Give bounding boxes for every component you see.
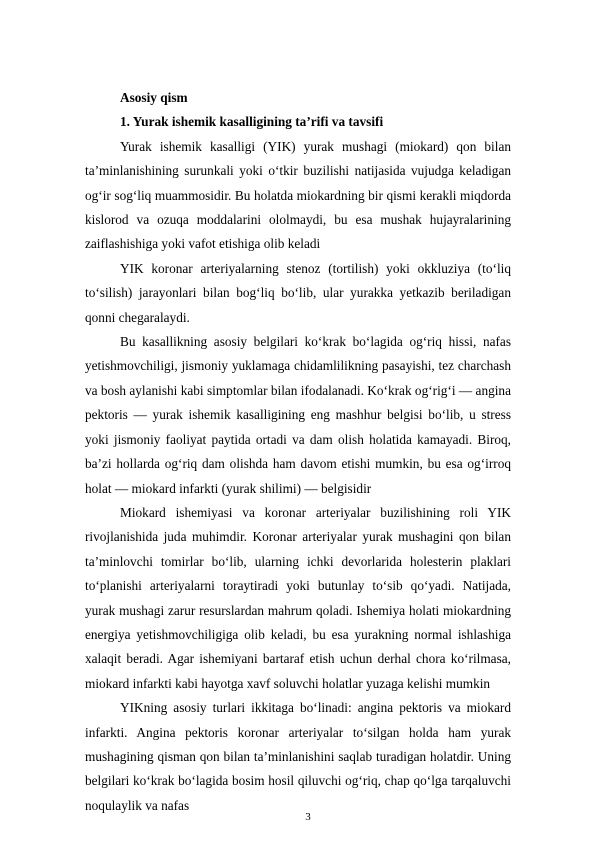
paragraph-symptoms: Bu kasallikning asosiy belgilari ko‘krak bo‘lagida og‘riq hissi, nafas yetishmovchiligi, jismoniy yuklamaga chidamlilikning pasayishi, tez charchash va bosh aylanishi kabi simptomlar bilan ifodalanadi. Ko‘krak og‘rig‘i — angina pektoris — yurak ishemik kasalligining eng mashhur belgisi bo‘lib, u stress yoki jismoniy faoliyat paytida ortadi va dam olish holatida kamayadi. Biroq, ba’zi hollarda og‘riq dam olishda ham davom etishi mumkin, bu esa og‘irroq holat — miokard infarkti (yurak shilimi) — belgisidir xyxy=(85,334,511,496)
paragraph-types: YIKning asosiy turlari ikkitaga bo‘linadi: angina pektoris va miokard infarkti. Angina pektoris koronar arteriyalar to‘silgan holda ham yurak mushagining qisman qon bilan ta’minlanishini saqlab turadigan holatdir. Uning belgilari ko‘krak bo‘lagida bosim hosil qiluvchi og‘riq, chap qo‘lga tarqaluvchi noqulaylik va nafas xyxy=(85,700,511,813)
paragraph-stenosis: YIK koronar arteriyalarning stenoz (tortilish) yoki okkluziya (to‘liq to‘silish) jarayonlari bilan bog‘liq bo‘lib, ular yurakka yetkazib beriladigan qonni chegaralaydi. xyxy=(85,260,511,325)
paragraph-definition: Yurak ishemik kasalligi (YIK) yurak mushagi (miokard) qon bilan ta’minlanishining surunkali yoki o‘tkir buzilishi natijasida vujudga keladigan og‘ir sog‘liq muammosidir. Bu holatda miokardning bir qismi kerakli miqdorda kislorod va ozuqa moddalarini ololmaydi, bu esa mushak hujayralarining zaiflashishiga yoki vafot etishiga olib keladi xyxy=(85,138,511,252)
page-number: 3 xyxy=(305,811,311,823)
subsection-title: 1. Yurak ishemik kasalligining ta’rifi va tavsifi xyxy=(120,114,384,130)
section-title: Asosiy qism xyxy=(120,90,188,105)
paragraph-ischemia: Miokard ishemiyasi va koronar arteriyalar buzilishining roli YIK rivojlanishida juda muhimdir. Koronar arteriyalar yurak mushagini qon bilan ta’minlovchi tomirlar bo‘lib, ularning ichki devorlarida holesterin plaklari to‘planishi arteriyalarni toraytiradi yoki butunlay to‘sib qo‘yadi. Natijada, yurak mushagi zarur resurslardan mahrum qoladi. Ishemiya holati miokardning energiya yetishmovchiligiga olib keladi, bu esa yurakning normal ishlashiga xalaqit beradi. Agar ishemiyani bartaraf etish uchun derhal chora ko‘rilmasa, miokard infarkti kabi hayotga xavf soluvchi holatlar yuzaga kelishi mumkin xyxy=(85,504,511,691)
page-body xyxy=(85,86,511,818)
